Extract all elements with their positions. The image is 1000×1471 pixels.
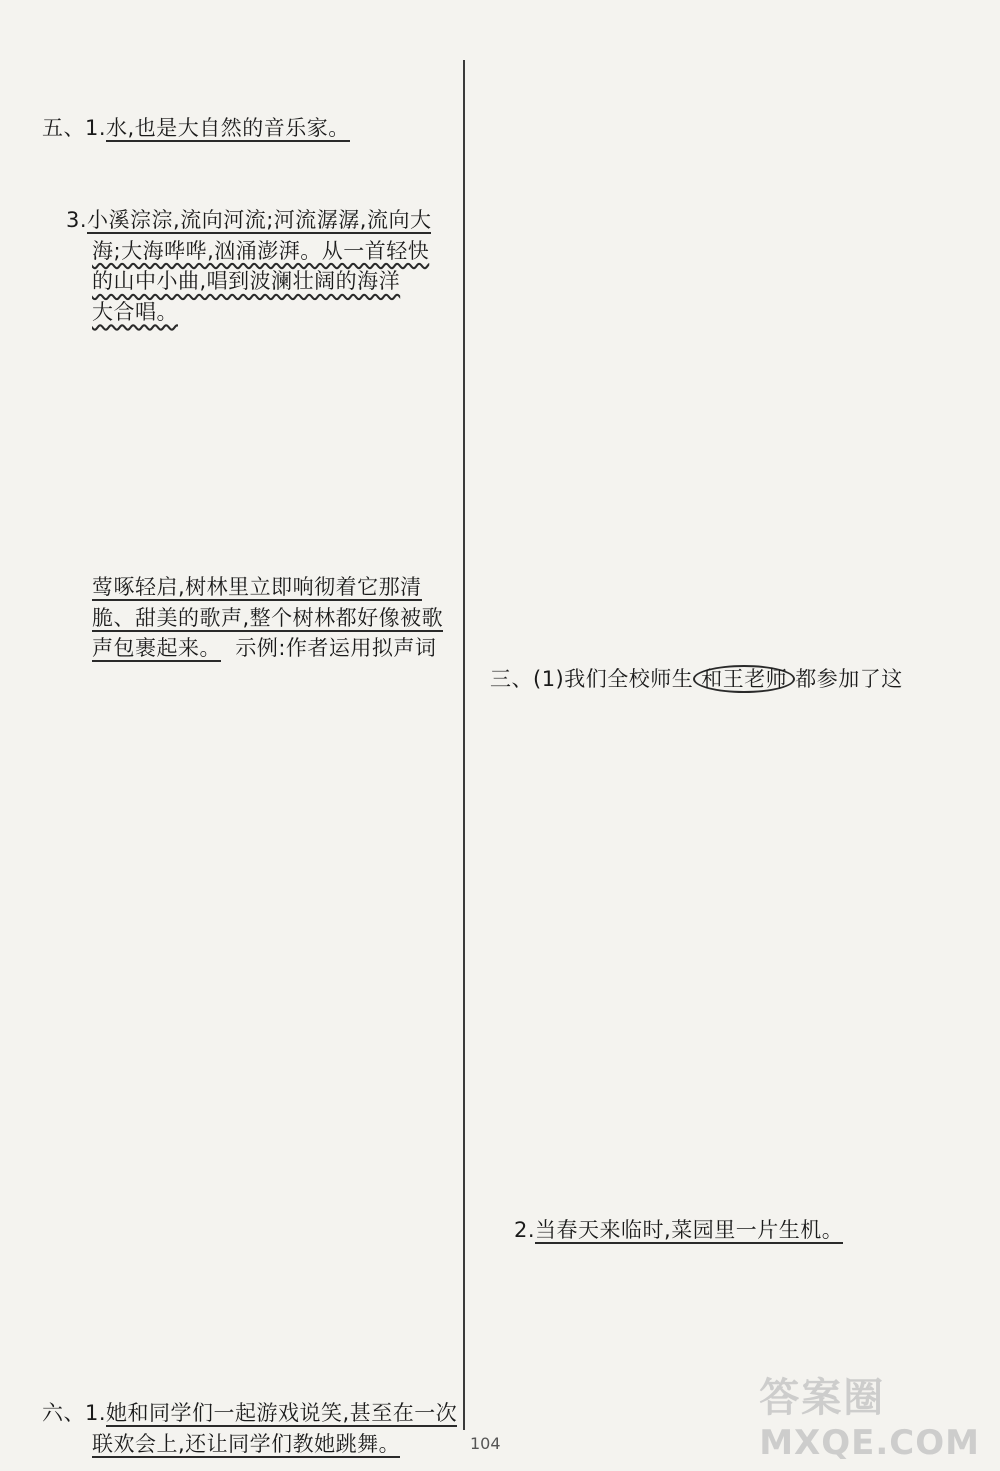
answer-line <box>42 511 447 542</box>
answer-line <box>490 542 960 573</box>
answer-line <box>490 878 960 909</box>
answer-line <box>490 1337 960 1368</box>
answer-line <box>42 1429 447 1460</box>
answer-line <box>490 1306 960 1337</box>
answer-line <box>42 1245 447 1276</box>
answer-line <box>490 450 960 481</box>
answer-line <box>42 542 447 573</box>
left-column <box>42 52 458 1459</box>
answer-line <box>42 419 447 450</box>
answer-line <box>42 450 447 481</box>
answer-line <box>490 1245 960 1276</box>
section-title <box>42 786 447 817</box>
answer-line <box>490 389 960 420</box>
answer-line <box>490 725 960 756</box>
answer-line <box>42 1184 447 1215</box>
answer-line <box>42 1031 447 1062</box>
answer-line <box>42 970 447 1001</box>
right-column <box>490 52 960 1398</box>
answer-line: 五、1.水,也是大自然的音乐家。 <box>42 116 350 141</box>
answer-line: 六、1.她和同学们一起游戏说笑,甚至在一次 <box>42 1401 458 1426</box>
answer-line <box>490 327 960 358</box>
answer-line <box>490 113 960 144</box>
answer-line: 3.小溪淙淙,流向河流;河流潺潺,流向大 <box>66 207 432 232</box>
answer-line <box>490 144 960 175</box>
answer-line <box>42 664 447 695</box>
answer-line <box>490 480 960 511</box>
answer-line <box>490 83 960 114</box>
answer-line <box>42 817 447 848</box>
page-number: 104 <box>470 1434 501 1453</box>
answer-line <box>42 297 447 328</box>
section-title <box>490 266 960 297</box>
answer-line <box>42 1306 447 1337</box>
answer-line <box>42 236 447 267</box>
answer-line <box>490 1276 960 1307</box>
answer-line <box>490 419 960 450</box>
answer-line <box>42 389 447 420</box>
answer-line <box>42 327 447 358</box>
answer-line: 声包裹起来。 示例:作者运用拟声词 <box>92 636 437 661</box>
answer-line <box>490 236 960 267</box>
underlined-text: 她和同学们一起游戏说笑,甚至在一次 <box>106 1401 458 1426</box>
answer-line <box>490 1123 960 1154</box>
answer-line <box>490 1062 960 1093</box>
answer-line <box>42 939 447 970</box>
answer-line <box>490 358 960 389</box>
answer-line <box>42 1062 447 1093</box>
answer-line <box>490 1184 960 1215</box>
answer-line <box>42 878 447 909</box>
answer-line <box>42 756 447 787</box>
answer-line <box>490 847 960 878</box>
answer-line <box>490 572 960 603</box>
column-divider <box>463 60 465 1430</box>
answer-line <box>42 1092 447 1123</box>
answer-line <box>490 633 960 664</box>
answer-line <box>42 1000 447 1031</box>
answer-line <box>490 603 960 634</box>
answer-line <box>490 909 960 940</box>
circled-text: 和王老师 <box>693 665 795 693</box>
answer-line <box>490 297 960 328</box>
answer-line <box>42 603 447 634</box>
answer-line <box>42 1123 447 1154</box>
underlined-text: 水,也是大自然的音乐家。 <box>106 116 350 141</box>
answer-line <box>490 205 960 236</box>
answer-line <box>490 756 960 787</box>
watermark-url: MXQE.COM <box>759 1423 980 1463</box>
underlined-text: 小溪淙淙,流向河流;河流潺潺,流向大 <box>87 207 432 232</box>
answer-line <box>42 909 447 940</box>
answer-line <box>490 970 960 1001</box>
answer-line <box>42 174 447 205</box>
watermark-logo-text: 答案圈 <box>759 1375 886 1421</box>
answer-line <box>42 1215 447 1246</box>
answer-line <box>490 1031 960 1062</box>
answer-line <box>490 1000 960 1031</box>
underlined-text: 大合唱。 <box>92 299 178 324</box>
answer-line <box>42 52 447 83</box>
answer-line <box>490 52 960 83</box>
underlined-text: 莺啄轻启,树林里立即响彻着它那清 <box>92 575 422 600</box>
answer-line: 2.当春天来临时,菜园里一片生机。 <box>514 1217 844 1242</box>
answer-line <box>42 144 447 175</box>
answer-line <box>490 1153 960 1184</box>
answer-line <box>490 174 960 205</box>
answer-line <box>42 266 447 297</box>
underlined-text: 的山中小曲,唱到波澜壮阔的海洋 <box>92 269 401 294</box>
answer-line <box>490 786 960 817</box>
answer-line <box>42 358 447 389</box>
underlined-text: 脆、甜美的歌声,整个树林都好像被歌 <box>92 605 444 630</box>
watermark <box>759 1366 980 1463</box>
answer-line <box>42 847 447 878</box>
answer-line <box>490 939 960 970</box>
answer-line: 三、(1)我们全校师生 和王老师 都参加了这 <box>490 666 903 691</box>
answer-line <box>42 1368 447 1399</box>
answer-line <box>42 725 447 756</box>
underlined-text: 海;大海哗哗,汹涌澎湃。从一首轻快 <box>92 238 430 263</box>
underlined-text: 联欢会上,还让同学们教她跳舞。 <box>92 1431 401 1456</box>
answer-line <box>42 1276 447 1307</box>
underlined-text: 声包裹起来。 <box>92 636 221 661</box>
answer-line <box>490 817 960 848</box>
answer-line <box>490 1092 960 1123</box>
answer-line <box>42 480 447 511</box>
answer-line <box>490 511 960 542</box>
answer-line <box>490 694 960 725</box>
answer-line <box>42 1153 447 1184</box>
answer-line <box>42 1337 447 1368</box>
answer-line <box>42 572 447 603</box>
answer-line <box>42 83 447 114</box>
answer-line <box>42 694 447 725</box>
underlined-text: 当春天来临时,菜园里一片生机。 <box>535 1217 844 1242</box>
